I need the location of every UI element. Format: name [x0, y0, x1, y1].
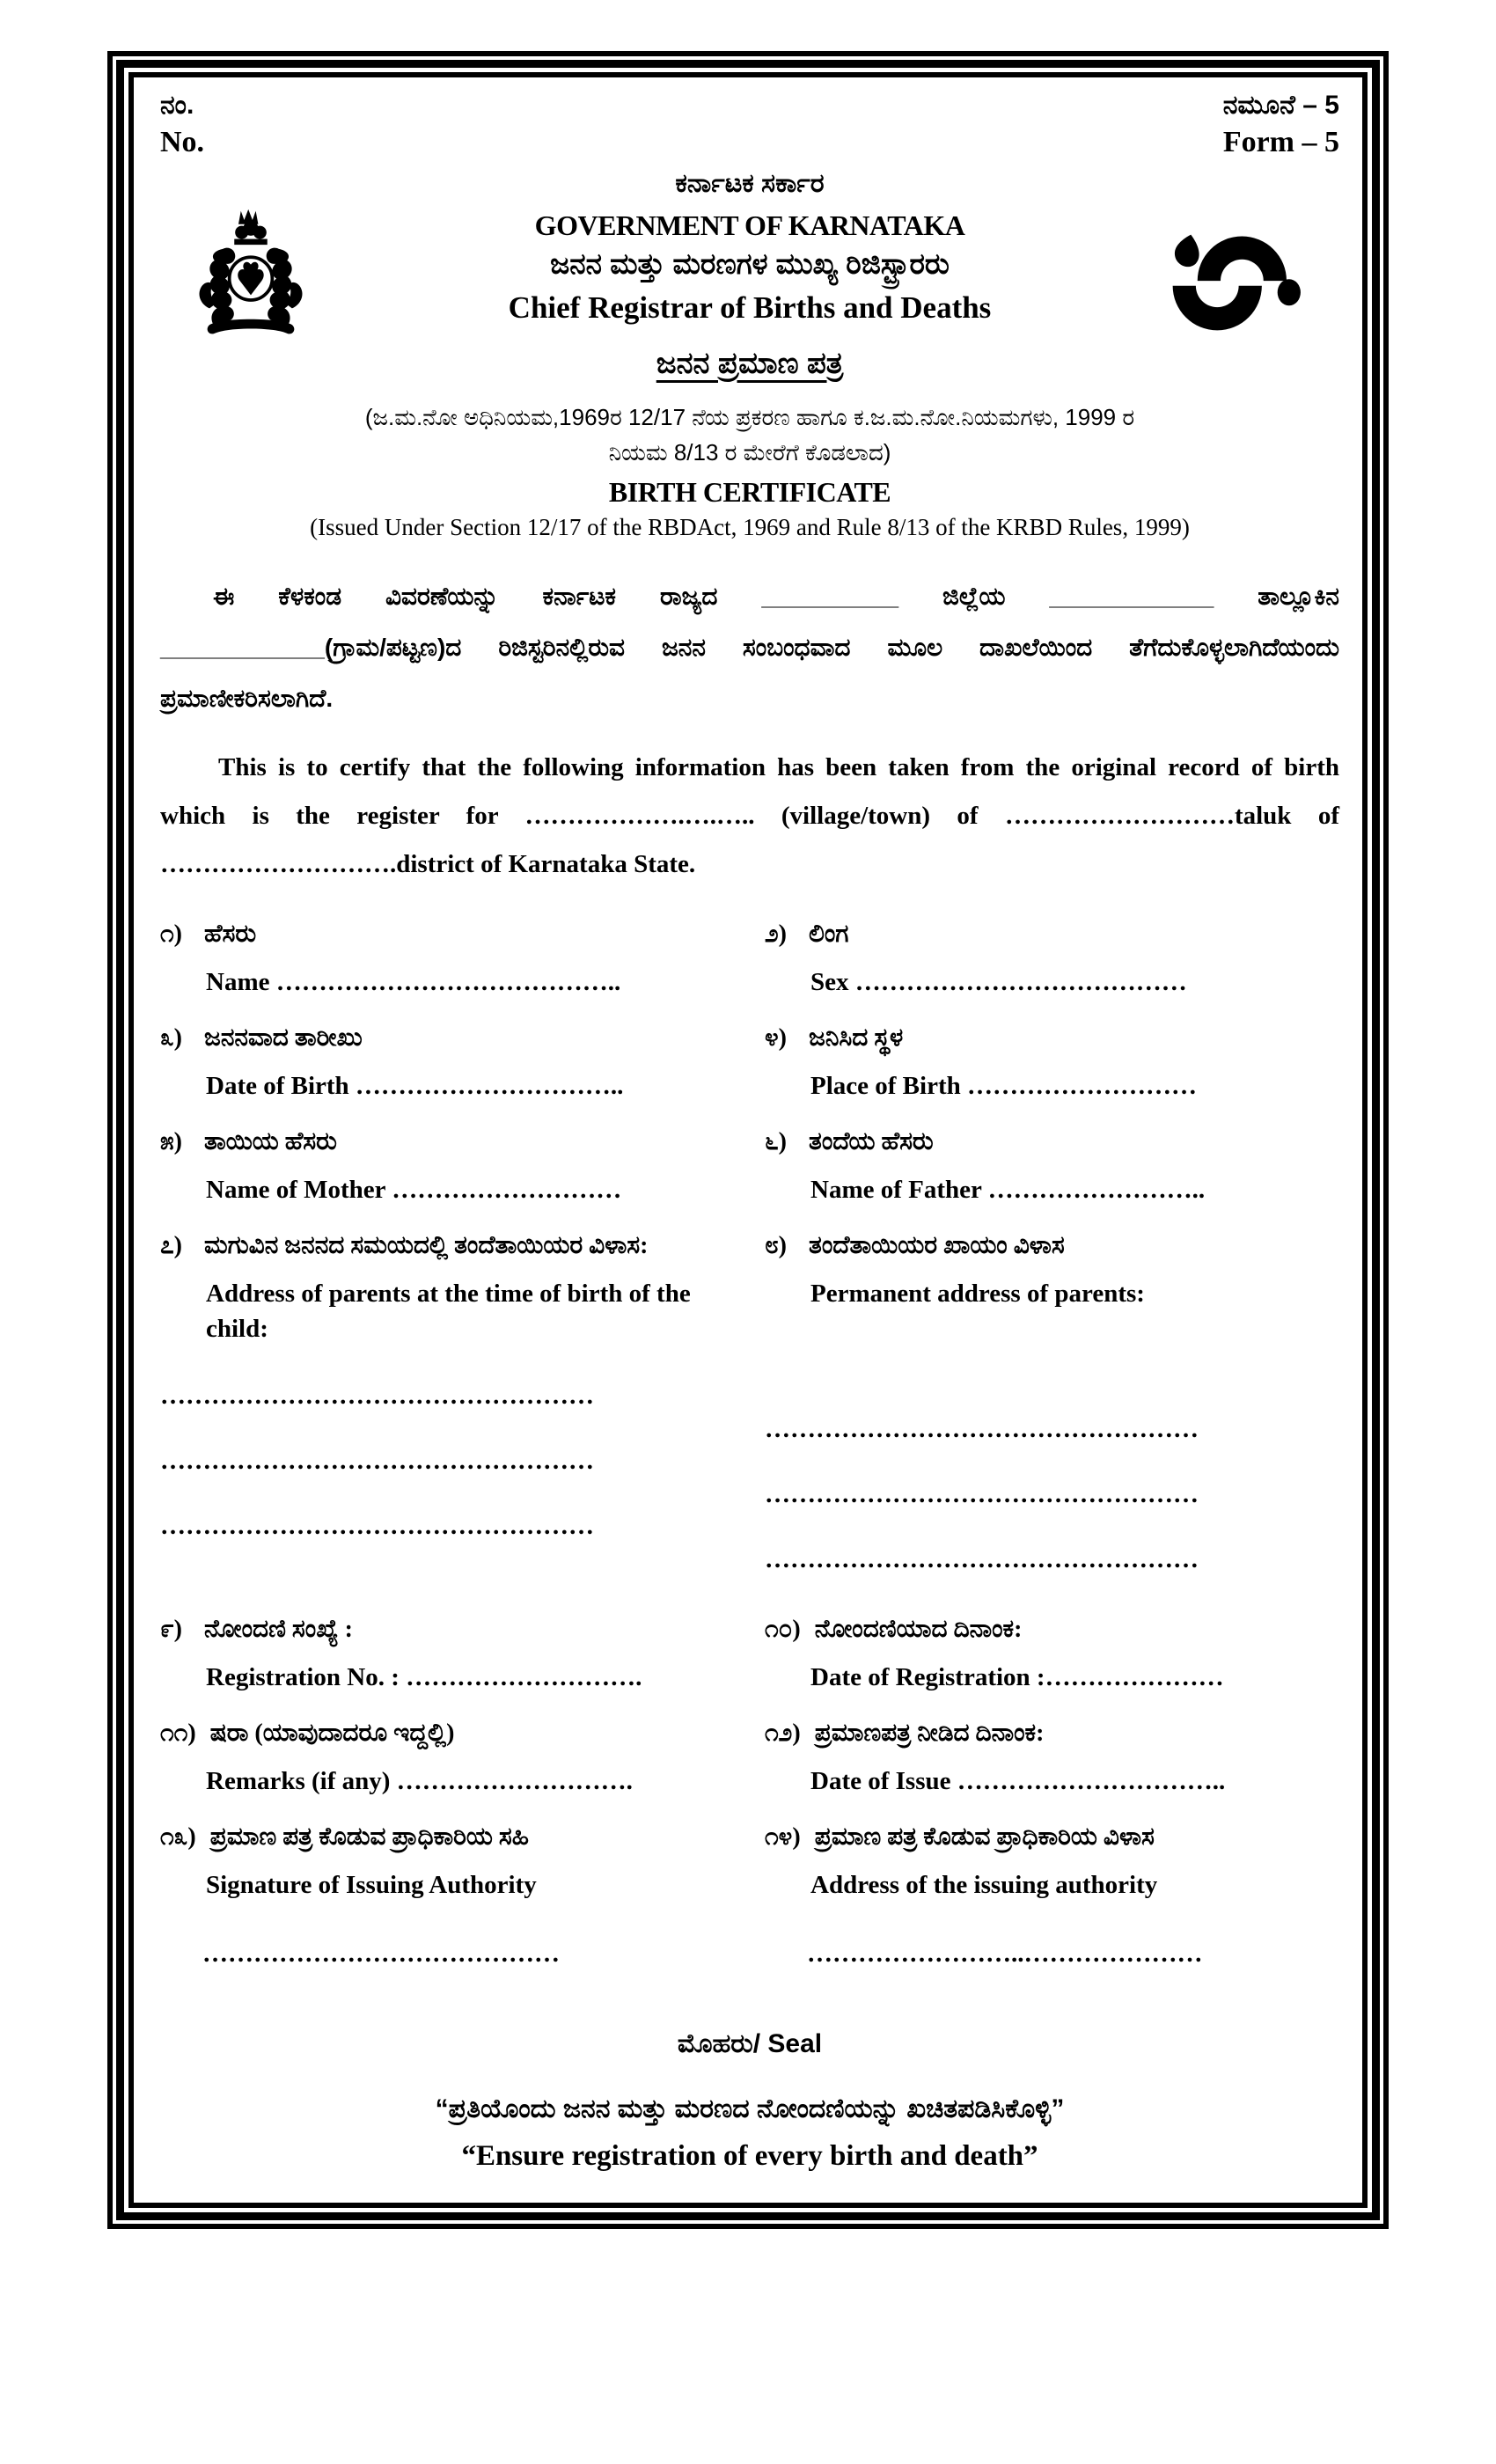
certify-en-line3: ……………………….district of Karnataka State.	[160, 850, 696, 878]
field-date-of-birth	[160, 1023, 735, 1104]
form-number-en: Form – 5	[1222, 126, 1339, 158]
address-write-line: ……………………………………………	[765, 1480, 1199, 1508]
field-label-en: Registration No. : ……………………….	[206, 1663, 642, 1691]
certificate-title-en: BIRTH CERTIFICATE	[608, 476, 891, 508]
heading-government-en: GOVERNMENT OF KARNATAKA	[534, 209, 965, 241]
field-number: ೮)	[765, 1232, 788, 1259]
act-reference-kn-line1: (ಜ.ಮ.ನೋ ಅಧಿನಿಯಮ,1969ರ 12/17 ನೆಯ ಪ್ರಕರಣ ಹಾಗೂ ಕ.ಜ.ಮ.ನೋ.ನಿಯಮಗಳು, 1999 ರ	[364, 404, 1135, 430]
field-label-en: Address of parents at the time of birth of the child:	[206, 1280, 691, 1343]
field-number: ೩)	[160, 1024, 183, 1052]
field-issuing-authority-signature	[160, 1822, 735, 1969]
certify-kn-line1: ಈ ಕೆಳಕಂಡ ವಿವರಣೆಯನ್ನು ಕರ್ನಾಟಕ ರಾಜ್ಯದ __________ ಜಿಲ್ಲೆಯ ____________ ತಾಲ್ಲೂಕಿನ	[213, 583, 1339, 610]
field-number: ೧೪)	[765, 1823, 801, 1851]
serial-number-block	[160, 88, 204, 162]
address-write-line: ……………………………………………	[160, 1447, 594, 1475]
field-label-kn: ಪ್ರಮಾಣ ಪತ್ರ ಕೊಡುವ ಪ್ರಾಧಿಕಾರಿಯ ವಿಳಾಸ	[814, 1823, 1155, 1851]
act-reference-en: (Issued Under Section 12/17 of the RBDAct, 1969 and Rule 8/13 of the KRBD Rules, 1999)	[310, 514, 1190, 540]
field-label-en: Remarks (if any) ……………………….	[206, 1767, 633, 1795]
field-label-en: Date of Issue …………………………..	[810, 1767, 1226, 1795]
serial-number-label-en: No.	[160, 126, 205, 158]
certify-paragraph-en	[160, 744, 1339, 889]
field-number: ೧೨)	[765, 1720, 801, 1747]
field-place-of-birth	[765, 1023, 1339, 1104]
karnataka-state-emblem-icon	[185, 202, 317, 343]
slogan-en: “Ensure registration of every birth and death”	[461, 2140, 1038, 2172]
field-number: ೭)	[160, 1232, 183, 1259]
slogan-kn: “ಪ್ರತಿಯೊಂದು ಜನನ ಮತ್ತು ಮರಣದ ನೋಂದಣಿಯನ್ನು ಖಚಿತಪಡಿಸಿಕೊಳ್ಳಿ”	[435, 2094, 1065, 2123]
field-number: ೧)	[160, 920, 183, 948]
field-label-en: Date of Registration :…………………	[810, 1663, 1224, 1691]
field-label-kn: ಪ್ರಮಾಣ ಪತ್ರ ಕೊಡುವ ಪ್ರಾಧಿಕಾರಿಯ ಸಹಿ	[209, 1823, 530, 1851]
field-label-kn: ತಂದೆಯ ಹೆಸರು	[809, 1128, 934, 1155]
fields-grid	[160, 919, 1339, 1992]
certificate-frame	[107, 51, 1389, 2229]
field-number: ೨)	[765, 920, 788, 948]
field-permanent-address	[765, 1230, 1339, 1575]
field-label-kn: ಮಗುವಿನ ಜನನದ ಸಮಯದಲ್ಲಿ ತಂದೆತಾಯಿಯರ ವಿಳಾಸ:	[204, 1232, 649, 1259]
field-label-en: Permanent address of parents:	[810, 1280, 1145, 1308]
field-number: ೧೧)	[160, 1720, 196, 1747]
header-headings	[160, 169, 1339, 541]
field-label-kn: ಜನಿಸಿದ ಸ್ಥಳ	[809, 1024, 904, 1052]
heading-registrar-en: Chief Registrar of Births and Deaths	[508, 290, 992, 325]
address-write-line: ……………………………………………	[765, 1545, 1199, 1573]
field-registration-date	[765, 1614, 1339, 1695]
field-number: ೫)	[160, 1128, 183, 1155]
certificate-title-kn: ಜನನ ಪ್ರಮಾಣ ಪತ್ರ	[656, 347, 844, 380]
address-write-line: ……………………………………………	[765, 1415, 1199, 1443]
form-number-block	[1223, 88, 1339, 162]
field-mother-name	[160, 1126, 735, 1207]
field-label-kn: ಹೆಸರು	[204, 920, 257, 948]
field-label-kn: ಲಿಂಗ	[809, 920, 849, 948]
top-row	[160, 88, 1339, 162]
address-write-line: ……………………………………………	[160, 1512, 594, 1540]
certify-kn-line3: ಪ್ರಮಾಣೀಕರಿಸಲಾಗಿದೆ.	[160, 685, 334, 712]
authority-address-write-line: ……………………..…………………	[807, 1940, 1203, 1968]
field-name	[160, 919, 735, 1000]
form-number-kn: ನಮೂನೆ – 5	[1222, 91, 1339, 120]
field-label-kn: ನೋಂದಣಿ ಸಂಖ್ಯೆ :	[204, 1616, 353, 1643]
field-label-en: Name …………………………………..	[206, 968, 621, 996]
field-father-name	[765, 1126, 1339, 1207]
field-number: ೯)	[160, 1616, 183, 1643]
field-label-kn: ಪ್ರಮಾಣಪತ್ರ ನೀಡಿದ ದಿನಾಂಕ:	[814, 1720, 1045, 1747]
heading-registrar-kn: ಜನನ ಮತ್ತು ಮರಣಗಳ ಮುಖ್ಯ ರಿಜಿಸ್ಟ್ರಾರರು	[550, 247, 950, 280]
field-label-kn: ಜನನವಾದ ತಾರೀಖು	[204, 1024, 363, 1052]
field-label-kn: ತಾಯಿಯ ಹೆಸರು	[204, 1128, 337, 1155]
field-label-en: Date of Birth …………………………..	[206, 1072, 624, 1100]
field-remarks	[160, 1718, 735, 1799]
field-number: ೬)	[765, 1128, 788, 1155]
field-number: ೧೦)	[765, 1616, 801, 1643]
field-label-en: Name of Father ……………………..	[810, 1176, 1206, 1204]
act-reference-kn-line2: ನಿಯಮ 8/13 ರ ಮೇರೆಗೆ ಕೊಡಲಾದ)	[608, 439, 891, 466]
field-label-kn: ತಂದೆತಾಯಿಯರ ಖಾಯಂ ವಿಳಾಸ	[809, 1232, 1065, 1259]
field-number: ೪)	[765, 1024, 788, 1052]
field-label-kn: ನೋಂದಣಿಯಾದ ದಿನಾಂಕ:	[814, 1616, 1023, 1643]
certificate-body	[128, 72, 1368, 2208]
seal-label: ಮೊಹರು/ Seal	[677, 2029, 823, 2058]
certify-kn-line2: ____________(ಗ್ರಾಮ/ಪಟ್ಟಣ)ದ ರಿಜಿಸ್ಟರಿನಲ್ಲಿರುವ ಜನನ ಸಂಬಂಧವಾದ ಮೂಲ ದಾಖಲೆಯಿಂದ ತೆಗೆದುಕೊಳ್ಳಲಾಗಿದೆಯಂದು	[160, 634, 1339, 661]
field-issuing-authority-address	[765, 1822, 1339, 1969]
field-label-kn: ಷರಾ (ಯಾವುದಾದರೂ ಇದ್ದಲ್ಲಿ)	[209, 1720, 455, 1747]
field-birth-address	[160, 1230, 735, 1575]
field-label-en: Place of Birth ………………………	[810, 1072, 1197, 1100]
field-number: ೧೩)	[160, 1823, 196, 1851]
certify-en-line1: This is to certify that the following information has been taken from the original record of birth	[218, 753, 1339, 781]
signature-write-line: ……………………………………	[202, 1940, 560, 1968]
certify-en-line2: which is the register for ……………….….….. (village/town) of ………………………taluk of	[160, 802, 1339, 830]
field-date-of-issue	[765, 1718, 1339, 1799]
field-label-en: Signature of Issuing Authority	[206, 1871, 537, 1899]
field-label-en: Sex …………………………………	[810, 968, 1187, 996]
field-label-en: Address of the issuing authority	[810, 1871, 1158, 1899]
births-deaths-registration-logo-icon	[1163, 216, 1304, 348]
certificate-frame-middle	[116, 60, 1380, 2220]
field-registration-no	[160, 1614, 735, 1695]
certify-paragraph-kn	[160, 571, 1339, 724]
heading-government-kn: ಕರ್ನಾಟಕ ಸರ್ಕಾರ	[675, 169, 825, 198]
field-label-en: Name of Mother ………………………	[206, 1176, 622, 1204]
serial-number-label-kn: ನಂ.	[160, 91, 194, 120]
field-sex	[765, 919, 1339, 1000]
address-write-line: ……………………………………………	[160, 1382, 594, 1410]
